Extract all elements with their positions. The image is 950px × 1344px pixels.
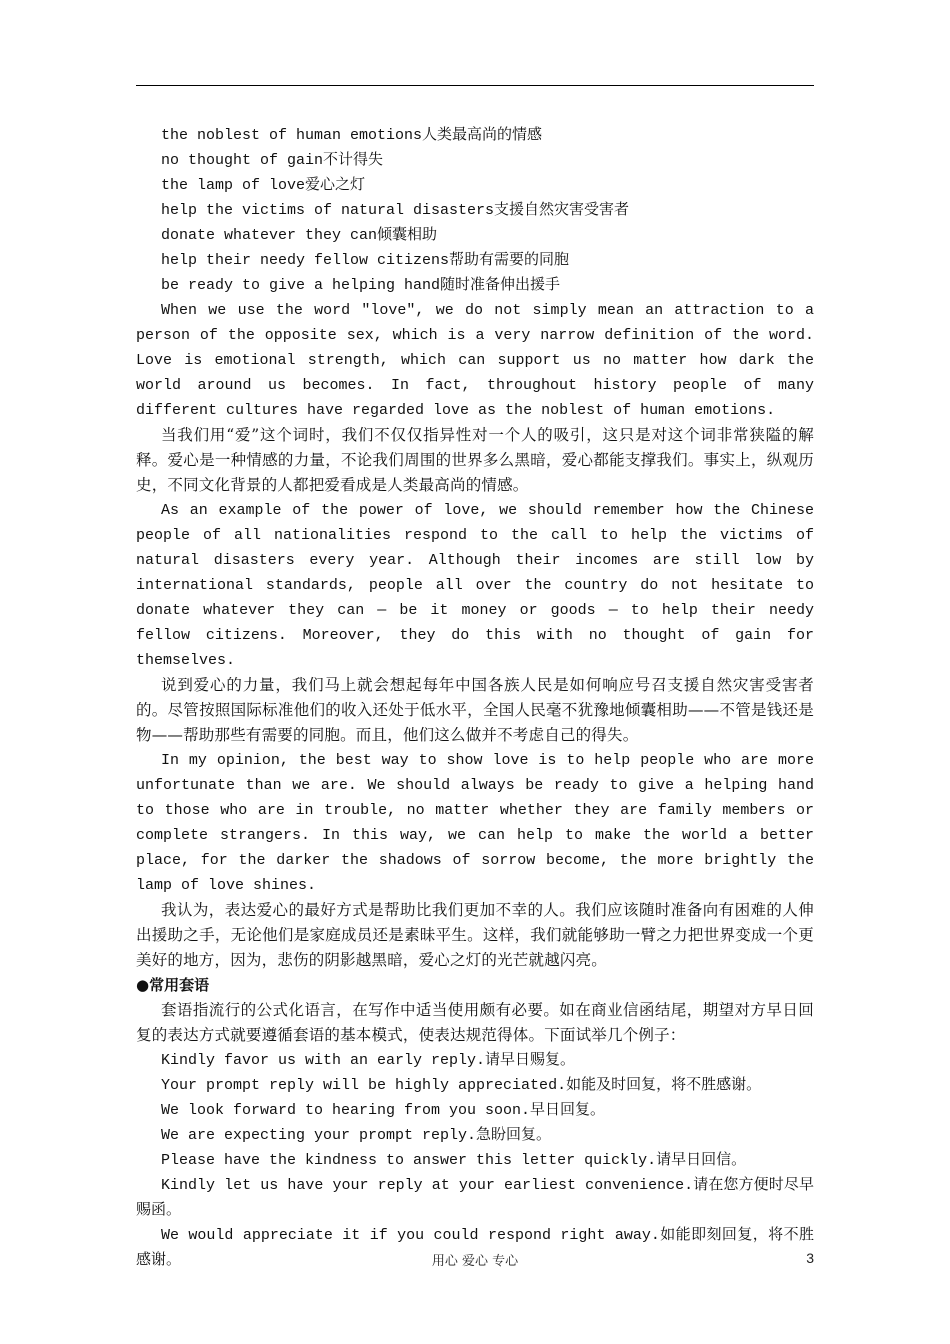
example-list	[136, 1048, 814, 1273]
page-number: 3	[806, 1250, 814, 1266]
example-item: Please have the kindness to answer this letter quickly.请早日回信。	[161, 1152, 747, 1169]
example-item: Kindly let us have your reply at your earliest convenience.请在您方便时尽早赐函。	[136, 1177, 814, 1219]
section-heading: ●常用套语	[136, 976, 210, 994]
example-item: We look forward to hearing from you soon.早日回复。	[161, 1102, 606, 1119]
example-item: We would appreciate it if you could respond right away.如能即刻回复，将不胜感谢。	[136, 1227, 814, 1269]
example-item: We are expecting your prompt reply.急盼回复。	[161, 1127, 552, 1144]
footer-motto: 用心 爱心 专心	[431, 1254, 519, 1269]
phrase-item: the lamp of love爱心之灯	[161, 177, 366, 194]
chinese-paragraph: 当我们用“爱”这个词时，我们不仅仅指异性对一个人的吸引，这只是对这个词非常狭隘的解释。爱心是一种情感的力量，不论我们周围的世界多么黑暗，爱心都能支撑我们。事实上，纵观历史，不同文化背景的人都把爱看成是人类最高尚的情感。	[136, 426, 814, 494]
section-intro: 套语指流行的公式化语言，在写作中适当使用颇有必要。如在商业信函结尾，期望对方早日回复的表达方式就要遵循套语的基本模式，使表达规范得体。下面试举几个例子：	[136, 1001, 814, 1044]
example-item: Kindly favor us with an early reply.请早日赐复。	[161, 1052, 576, 1069]
example-item: Your prompt reply will be highly appreciated.如能及时回复，将不胜感谢。	[161, 1077, 762, 1094]
chinese-paragraph: 我认为，表达爱心的最好方式是帮助比我们更加不幸的人。我们应该随时准备向有困难的人伸出援助之手，无论他们是家庭成员还是素昧平生。这样，我们就能够助一臂之力把世界变成一个更美好的地方，因为，悲伤的阴影越黑暗，爱心之灯的光芒就越闪亮。	[136, 901, 814, 969]
english-paragraph: In my opinion, the best way to show love is to help people who are more unfortunate than we are. We should always be ready to give a helping hand to those who are in trouble, no matter whether they are family members or complete strangers. In this way, we can help to make the world a better place, for the darker the shadows of sorrow become, the more brightly the lamp of love shines.	[136, 752, 814, 894]
header-rule	[136, 85, 814, 86]
phrase-list	[136, 123, 814, 298]
phrase-item: donate whatever they can倾囊相助	[161, 227, 438, 244]
page-content	[136, 123, 814, 1273]
phrase-item: help their needy fellow citizens帮助有需要的同胞	[161, 252, 570, 269]
phrase-item: be ready to give a helping hand随时准备伸出援手	[161, 277, 561, 294]
english-paragraph: As an example of the power of love, we should remember how the Chinese people of all nationalities respond to the call to help the victims of natural disasters every year. Although their incomes are still low by international standards, people all over the country do not hesitate to donate whatever they can — be it money or goods — to help their needy fellow citizens. Moreover, they do this with no thought of gain for themselves.	[136, 502, 814, 669]
phrase-item: help the victims of natural disasters支援自然灾害受害者	[161, 202, 630, 219]
phrase-item: no thought of gain不计得失	[161, 152, 384, 169]
chinese-paragraph: 说到爱心的力量，我们马上就会想起每年中国各族人民是如何响应号召支援自然灾害受害者的。尽管按照国际标准他们的收入还处于低水平，全国人民毫不犹豫地倾囊相助——不管是钱还是物——帮助那些有需要的同胞。而且，他们这么做并不考虑自己的得失。	[136, 676, 814, 744]
english-paragraph: When we use the word "love", we do not simply mean an attraction to a person of the opposite sex, which is a very narrow definition of the word. Love is emotional strength, which can support us no matter how dark the world around us becomes. In fact, throughout history people of many different cultures have regarded love as the noblest of human emotions.	[136, 302, 814, 419]
phrase-item: the noblest of human emotions人类最高尚的情感	[161, 127, 543, 144]
